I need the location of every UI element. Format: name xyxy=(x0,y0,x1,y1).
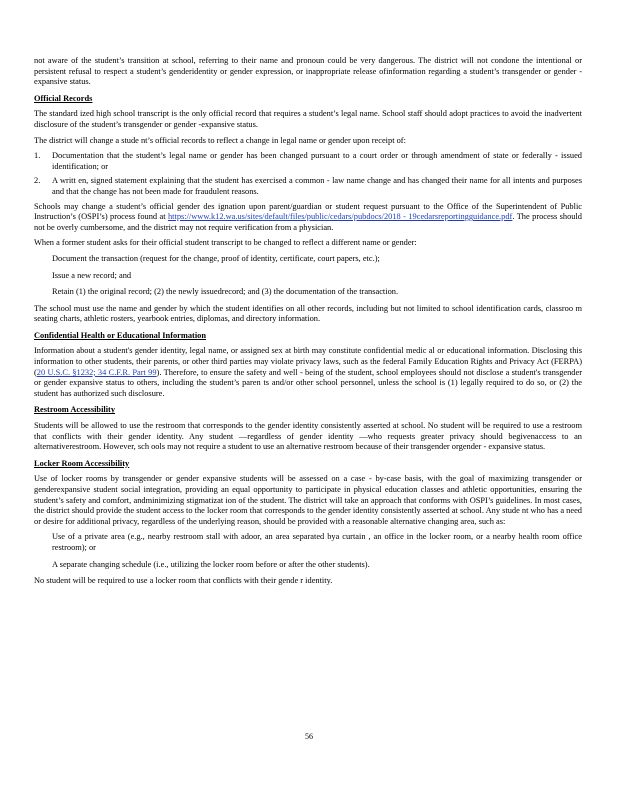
official-records-paragraph-1: The standard ized high school transcript is the only official record that requires a student’s legal name. School staff should adopt practices to avoid the inadvertent disclosure of the student’s transgender or gender -expansive status. xyxy=(34,109,582,129)
confidential-paragraph xyxy=(34,346,582,399)
locker-room-closing-paragraph: No student will be required to use a locker room that conflicts with their gende r identity. xyxy=(34,576,333,586)
paragraph-text: Schools may change a student’s official gender des ignation upon parent/guardian or student request pursuant to the Office of the Superintendent of Public Instruction’s (OSPI’s) process found at xyxy=(34,201,582,222)
numbered-list-item xyxy=(34,176,582,197)
list-item-text: A writt en, signed statement explaining that the student has exercised a common - law name change and has changed their name for all intents and purposes and that the change has not been made for fraudulent reasons. xyxy=(52,176,582,196)
official-gender-designation-paragraph xyxy=(34,202,582,234)
paragraph-text: ). Therefore, to ensure the safety and well - being of the student, school employees should not disclose a student's transgender or gender expansive status to others, including the student’s paren ts and/or other school personnel, unless the school is (1) legally required to do so, or (2) the student has authorized such disclosure. xyxy=(34,367,582,398)
page-number: 56 xyxy=(305,732,313,741)
ospi-guidance-link[interactable]: https://www.k12.wa.us/sites/default/files/public/cedars/pubdocs/2018 - 19cedarsreportingguidance.pdf xyxy=(167,212,513,222)
locker-room-paragraph: Use of locker rooms by transgender or gender expansive students will be assessed on a case - by-case basis, with the goal of maximizing transgender or genderexpansive student social integration, providing an equal opportunity to participate in physical education classes and athletic opportunities, ensuring the student’s safety and comfort, andminimizing stigmatizat ion of the student. The district will take an approach that conforms with OSPI’s guidelines. In most cases, the district should provide the student access to the locker room that corresponds to the gender identity consistently asserted at school. Any stude nt who has a need or desire for additional privacy, regardless of the underlying reason, should be provided with a reasonable alternative changing area, such as: xyxy=(34,474,582,526)
bullet-glyph xyxy=(34,271,52,282)
locker-room-heading: Locker Room Accessibility xyxy=(34,458,130,468)
official-records-heading: Official Records xyxy=(34,93,93,103)
list-number: 1. xyxy=(34,151,41,161)
bullet-glyph xyxy=(34,532,52,553)
restroom-paragraph: Students will be allowed to use the restroom that corresponds to the gender identity consistently asserted at school. No student will be required to use a restroom that conflicts with their gender identity. Any student —regardless of gender identity —who requests greater privacy should begivenaccess to an alternativerestroom. However, sch ools may not require a student to use an alternative restroom because of their transgender orgender - expansive status. xyxy=(34,421,582,452)
bullet-text: Issue a new record; and xyxy=(52,270,132,280)
bullet-glyph xyxy=(34,560,52,571)
ferpa-citation-link[interactable]: 20 U.S.C. §1232; 34 C.F.R. Part 99 xyxy=(36,367,157,377)
official-records-paragraph-4: When a former student asks for their official student transcript to be changed to reflect a different name or gender: xyxy=(34,238,417,248)
bullet-text: Retain (1) the original record; (2) the newly issuedrecord; and (3) the documentation of the transaction. xyxy=(52,287,399,297)
bullet-list-item xyxy=(34,560,582,571)
bullet-glyph xyxy=(34,254,52,265)
restroom-heading: Restroom Accessibility xyxy=(34,405,116,415)
numbered-list-item xyxy=(34,151,582,172)
bullet-list-item xyxy=(34,271,582,282)
intro-paragraph: not aware of the student’s transition at school, referring to their name and pronoun could be very dangerous. The district will not condone the intentional or persistent refusal to respect a student’s genderidentity or gender expression, or inappropriate release ofinformation regarding a student’s transgender or gender - expansive status. xyxy=(34,56,582,87)
bullet-text: A separate changing schedule (i.e., utilizing the locker room before or after the other students). xyxy=(52,559,370,569)
list-item-text: Documentation that the student’s legal name or gender has been changed pursuant to a court order or through amendment of state or federally - issued identification; or xyxy=(52,151,582,171)
official-records-paragraph-2: The district will change a stude nt’s official records to reflect a change in legal name or gender upon receipt of: xyxy=(34,135,406,145)
bullet-text: Use of a private area (e.g., nearby restroom stall with adoor, an area separated bya curtain , an office in the locker room, or a nearby health room office restroom); or xyxy=(52,532,582,552)
document-page xyxy=(34,56,582,592)
bullet-list-item xyxy=(34,287,582,298)
bullet-list-item xyxy=(34,532,582,553)
official-records-paragraph-5: The school must use the name and gender by which the student identifies on all other records, including but not limited to school identification cards, classroo m seating charts, athletic rosters, yearbook entries, diplomas, and directory information. xyxy=(34,303,582,324)
bullet-glyph xyxy=(34,287,52,298)
confidential-heading: Confidential Health or Educational Information xyxy=(34,330,207,340)
list-number: 2. xyxy=(34,176,41,186)
paragraph-text: . The process should not be overly cumbersome, and the district may not require verification from a physician. xyxy=(34,212,582,232)
paragraph-text: Information about a student's gender identity, legal name, or assigned sex at birth may constitute confidential medic al or educational information. Disclosing this information to other students, their parents, or other third parties may violate privacy laws, such as the federal Family Education Rights and Privacy Act (FERPA) ( xyxy=(34,346,582,377)
bullet-text: Document the transaction (request for the change, proof of identity, certificate, court papers, etc.); xyxy=(52,253,380,263)
bullet-list-item xyxy=(34,254,582,265)
